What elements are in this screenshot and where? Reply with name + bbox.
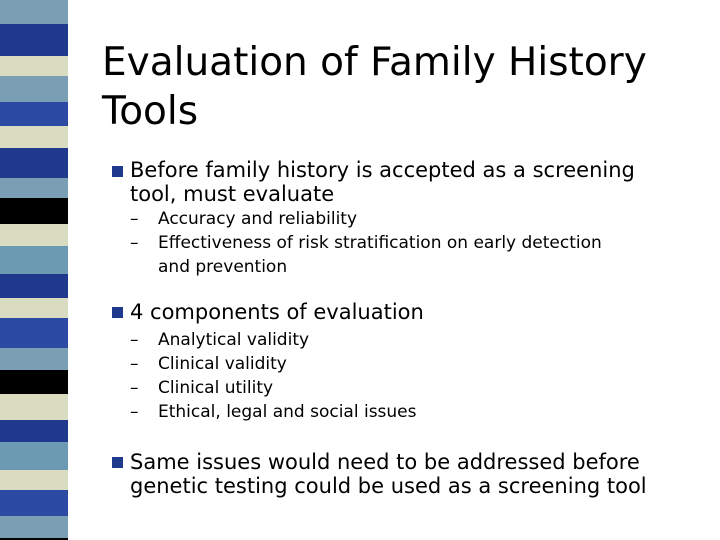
stripe-block xyxy=(0,198,68,224)
stripe-block xyxy=(0,24,68,56)
stripe-block xyxy=(0,318,68,348)
bullet-3-line-1: Same issues would need to be addressed before xyxy=(130,450,640,474)
sub-item-text: Accuracy and reliability xyxy=(158,209,358,229)
stripe-block xyxy=(0,490,68,516)
stripe-block xyxy=(0,224,68,246)
bullet-1 xyxy=(130,158,635,206)
bullet-3 xyxy=(130,450,647,498)
sub-item-line-2: and prevention xyxy=(158,257,288,277)
sub-dash: – xyxy=(130,330,139,350)
stripe-block xyxy=(0,76,68,102)
sub-item-text xyxy=(158,231,602,279)
title-line-1: Evaluation of Family History xyxy=(102,40,647,85)
bullet-marker xyxy=(112,307,123,318)
sub-dash: – xyxy=(130,233,139,253)
stripe-block xyxy=(0,0,68,24)
sub-item-text: Analytical validity xyxy=(158,330,310,350)
title-line-2: Tools xyxy=(102,89,199,134)
bullet-marker xyxy=(112,166,123,177)
bullet-3-line-2: genetic testing could be used as a screening tool xyxy=(130,474,647,498)
decorative-stripe xyxy=(0,0,68,540)
sub-dash: – xyxy=(130,354,139,374)
stripe-block xyxy=(0,470,68,490)
sub-item-line-1: Effectiveness of risk stratification on early detection xyxy=(158,233,602,253)
stripe-block xyxy=(0,420,68,442)
stripe-block xyxy=(0,56,68,76)
stripe-block xyxy=(0,394,68,420)
stripe-block xyxy=(0,178,68,198)
stripe-block xyxy=(0,126,68,148)
stripe-block xyxy=(0,298,68,318)
sub-dash: – xyxy=(130,378,139,398)
sub-item-text: Clinical validity xyxy=(158,354,287,374)
slide-title xyxy=(102,38,692,136)
stripe-block xyxy=(0,274,68,298)
sub-dash: – xyxy=(130,402,139,422)
stripe-block xyxy=(0,442,68,470)
sub-dash: – xyxy=(130,209,139,229)
stripe-block xyxy=(0,516,68,538)
stripe-block xyxy=(0,370,68,394)
bullet-1-line-2: tool, must evaluate xyxy=(130,182,335,206)
bullet-1-line-1: Before family history is accepted as a screening xyxy=(130,158,635,182)
bullet-2-line-1: 4 components of evaluation xyxy=(130,300,424,324)
stripe-block xyxy=(0,148,68,178)
stripe-block xyxy=(0,348,68,370)
stripe-block xyxy=(0,102,68,126)
bullet-marker xyxy=(112,457,123,468)
bullet-2 xyxy=(130,300,424,324)
sub-item-text: Ethical, legal and social issues xyxy=(158,402,417,422)
sub-item-text: Clinical utility xyxy=(158,378,274,398)
stripe-block xyxy=(0,246,68,274)
